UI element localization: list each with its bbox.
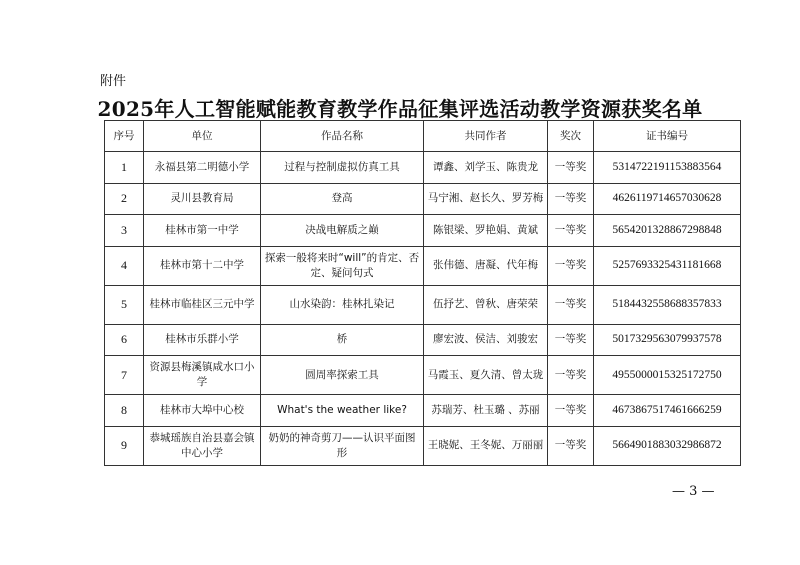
column-header-cert: 证书编号: [594, 121, 741, 152]
cell-authors: 廖宏波、侯洁、刘骏宏: [424, 324, 548, 356]
cell-work: 登高: [261, 183, 424, 215]
cell-cert: 5017329563079937578: [594, 324, 741, 356]
table-row: [105, 426, 741, 465]
cell-unit: 桂林市乐群小学: [144, 324, 261, 356]
cell-authors: 张伟德、唐凝、代年梅: [424, 246, 548, 285]
column-header-work: 作品名称: [261, 121, 424, 152]
cell-cert: 5664901883032986872: [594, 426, 741, 465]
cell-authors: 谭鑫、刘学玉、陈贵龙: [424, 152, 548, 184]
column-header-authors: 共同作者: [424, 121, 548, 152]
cell-award: 一等奖: [548, 356, 594, 395]
attachment-label: 附件: [100, 74, 127, 89]
cell-work: 圆周率探索工具: [261, 356, 424, 395]
cell-unit: 桂林市大埠中心校: [144, 395, 261, 427]
cell-authors: 伍抒艺、曾秋、唐荣荣: [424, 285, 548, 324]
cell-no: 6: [105, 324, 144, 356]
cell-unit: 桂林市第十二中学: [144, 246, 261, 285]
table-row: [105, 285, 741, 324]
cell-no: 4: [105, 246, 144, 285]
cell-no: 9: [105, 426, 144, 465]
cell-award: 一等奖: [548, 152, 594, 184]
cell-cert: 5184432558688357833: [594, 285, 741, 324]
column-header-award: 奖次: [548, 121, 594, 152]
page-number: — 3 —: [672, 484, 715, 499]
cell-authors: 马宁湘、赵长久、罗芳梅: [424, 183, 548, 215]
page-title: 2025年人工智能赋能教育教学作品征集评选活动教学资源获奖名单: [97, 97, 703, 121]
cell-cert: 4673867517461666259: [594, 395, 741, 427]
table-row: [105, 152, 741, 184]
cell-work: 探索一般将来时“will”的肯定、否定、疑问句式: [261, 246, 424, 285]
table-row: [105, 183, 741, 215]
cell-cert: 5314722191153883564: [594, 152, 741, 184]
cell-award: 一等奖: [548, 426, 594, 465]
cell-cert: 5257693325431181668: [594, 246, 741, 285]
cell-award: 一等奖: [548, 324, 594, 356]
cell-unit: 资源县梅溪镇咸水口小学: [144, 356, 261, 395]
cell-unit: 灵川县教育局: [144, 183, 261, 215]
table-row: [105, 215, 741, 247]
cell-award: 一等奖: [548, 183, 594, 215]
cell-unit: 桂林市临桂区三元中学: [144, 285, 261, 324]
table-row: [105, 395, 741, 427]
cell-no: 8: [105, 395, 144, 427]
cell-no: 1: [105, 152, 144, 184]
cell-work: 决战电解质之巅: [261, 215, 424, 247]
column-header-unit: 单位: [144, 121, 261, 152]
cell-no: 7: [105, 356, 144, 395]
cell-work: 过程与控制虚拟仿真工具: [261, 152, 424, 184]
awards-table: [104, 120, 741, 466]
cell-work: 桥: [261, 324, 424, 356]
cell-cert: 4955000015325172750: [594, 356, 741, 395]
cell-work: 山水染韵：桂林扎染记: [261, 285, 424, 324]
cell-work: What's the weather like?: [261, 395, 424, 427]
cell-work: 奶奶的神奇剪刀——认识平面图形: [261, 426, 424, 465]
cell-no: 2: [105, 183, 144, 215]
cell-unit: 永福县第二明德小学: [144, 152, 261, 184]
cell-authors: 陈银梁、罗艳娟、黄斌: [424, 215, 548, 247]
cell-award: 一等奖: [548, 285, 594, 324]
cell-authors: 马霞玉、夏久清、曾太珑: [424, 356, 548, 395]
cell-authors: 苏瑞芳、杜玉璐 、苏丽: [424, 395, 548, 427]
cell-unit: 恭城瑶族自治县嘉会镇中心小学: [144, 426, 261, 465]
column-header-no: 序号: [105, 121, 144, 152]
cell-unit: 桂林市第一中学: [144, 215, 261, 247]
cell-award: 一等奖: [548, 215, 594, 247]
cell-award: 一等奖: [548, 246, 594, 285]
cell-award: 一等奖: [548, 395, 594, 427]
table-row: [105, 246, 741, 285]
cell-authors: 王晓妮、王冬妮、万丽丽: [424, 426, 548, 465]
table-row: [105, 324, 741, 356]
cell-cert: 5654201328867298848: [594, 215, 741, 247]
cell-no: 5: [105, 285, 144, 324]
table-header-row: [105, 121, 741, 152]
cell-no: 3: [105, 215, 144, 247]
table-row: [105, 356, 741, 395]
cell-cert: 4626119714657030628: [594, 183, 741, 215]
